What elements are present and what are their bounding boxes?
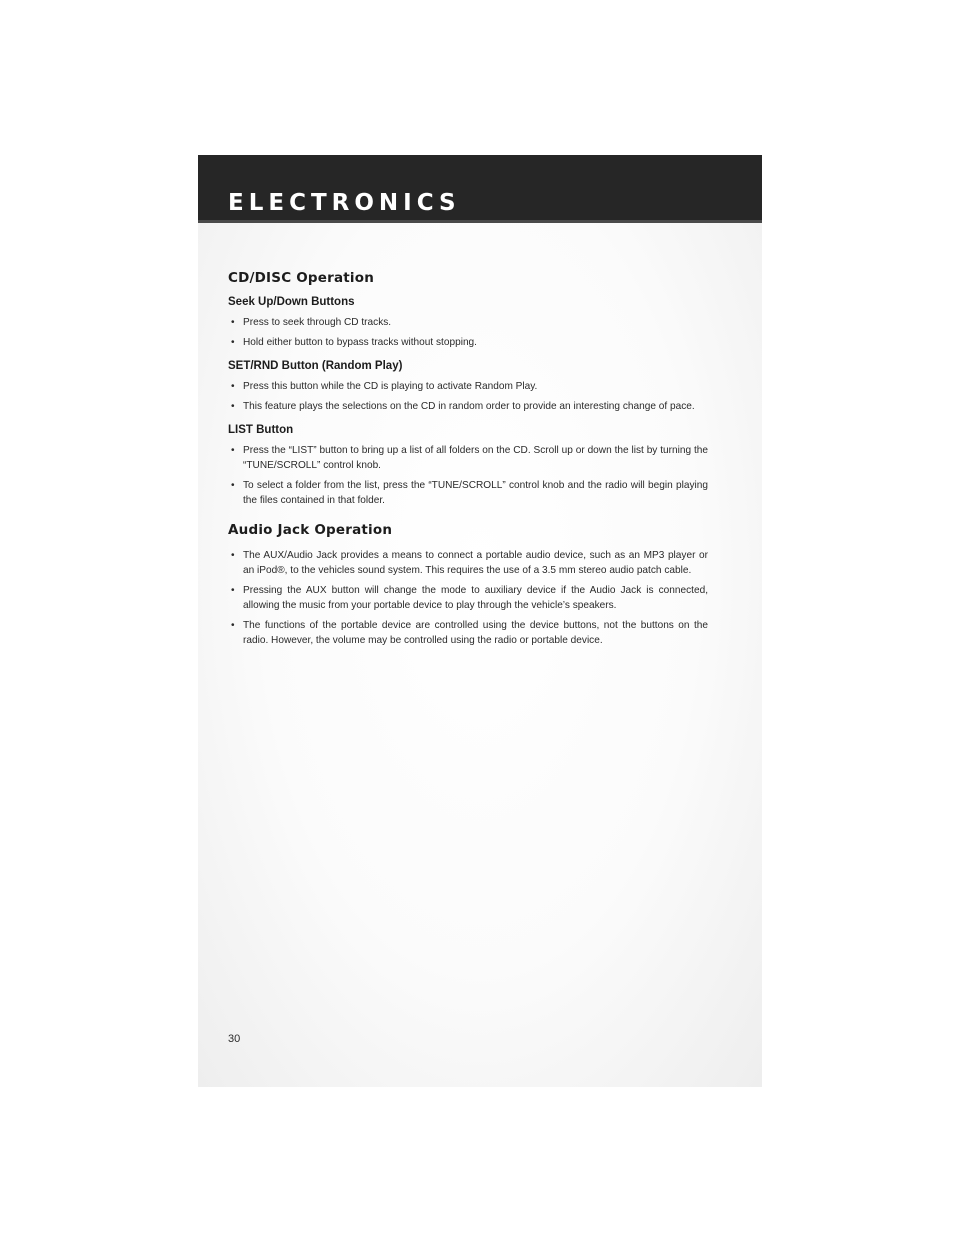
set-rnd-list: [228, 379, 708, 414]
list-item: • Press the “LIST” button to bring up a list of all folders on the CD. Scroll up or down the list by turning the “TUNE/SCROLL” control knob.: [228, 443, 708, 473]
list-item: • Press to seek through CD tracks.: [228, 315, 708, 330]
audio-jack-operation-heading: Audio Jack Operation: [228, 522, 393, 538]
cd-disc-operation-heading: CD/DISC Operation: [228, 270, 375, 286]
page-content: [228, 270, 708, 658]
page-number: 30: [228, 1033, 241, 1045]
manual-page: [198, 155, 762, 1087]
list-item: • The AUX/Audio Jack provides a means to connect a portable audio device, such as an MP3 player or an iPod®, to the vehicles sound system. This requires the use of a 3.5 mm stereo audio patch cable.: [228, 548, 708, 578]
audio-jack-list: [228, 548, 708, 648]
section-title: ELECTRONICS: [228, 190, 461, 216]
section-header-band: [198, 155, 762, 223]
seek-buttons-list: [228, 315, 708, 350]
list-item: • Press this button while the CD is playing to activate Random Play.: [228, 379, 708, 394]
list-item: • To select a folder from the list, press the “TUNE/SCROLL” control knob and the radio will begin playing the files contained in that folder.: [228, 478, 708, 508]
list-button-list: [228, 443, 708, 508]
list-button-heading: LIST Button: [228, 424, 294, 436]
list-item: • This feature plays the selections on the CD in random order to provide an interesting change of pace.: [228, 399, 708, 414]
set-rnd-button-heading: SET/RND Button (Random Play): [228, 360, 403, 372]
list-item: • Pressing the AUX button will change the mode to auxiliary device if the Audio Jack is connected, allowing the music from your portable device to play through the vehicle’s speakers.: [228, 583, 708, 613]
header-divider: [198, 220, 762, 223]
list-item: • The functions of the portable device are controlled using the device buttons, not the buttons on the radio. However, the volume may be controlled using the radio or portable device.: [228, 618, 708, 648]
seek-buttons-heading: Seek Up/Down Buttons: [228, 296, 355, 308]
list-item: • Hold either button to bypass tracks without stopping.: [228, 335, 708, 350]
